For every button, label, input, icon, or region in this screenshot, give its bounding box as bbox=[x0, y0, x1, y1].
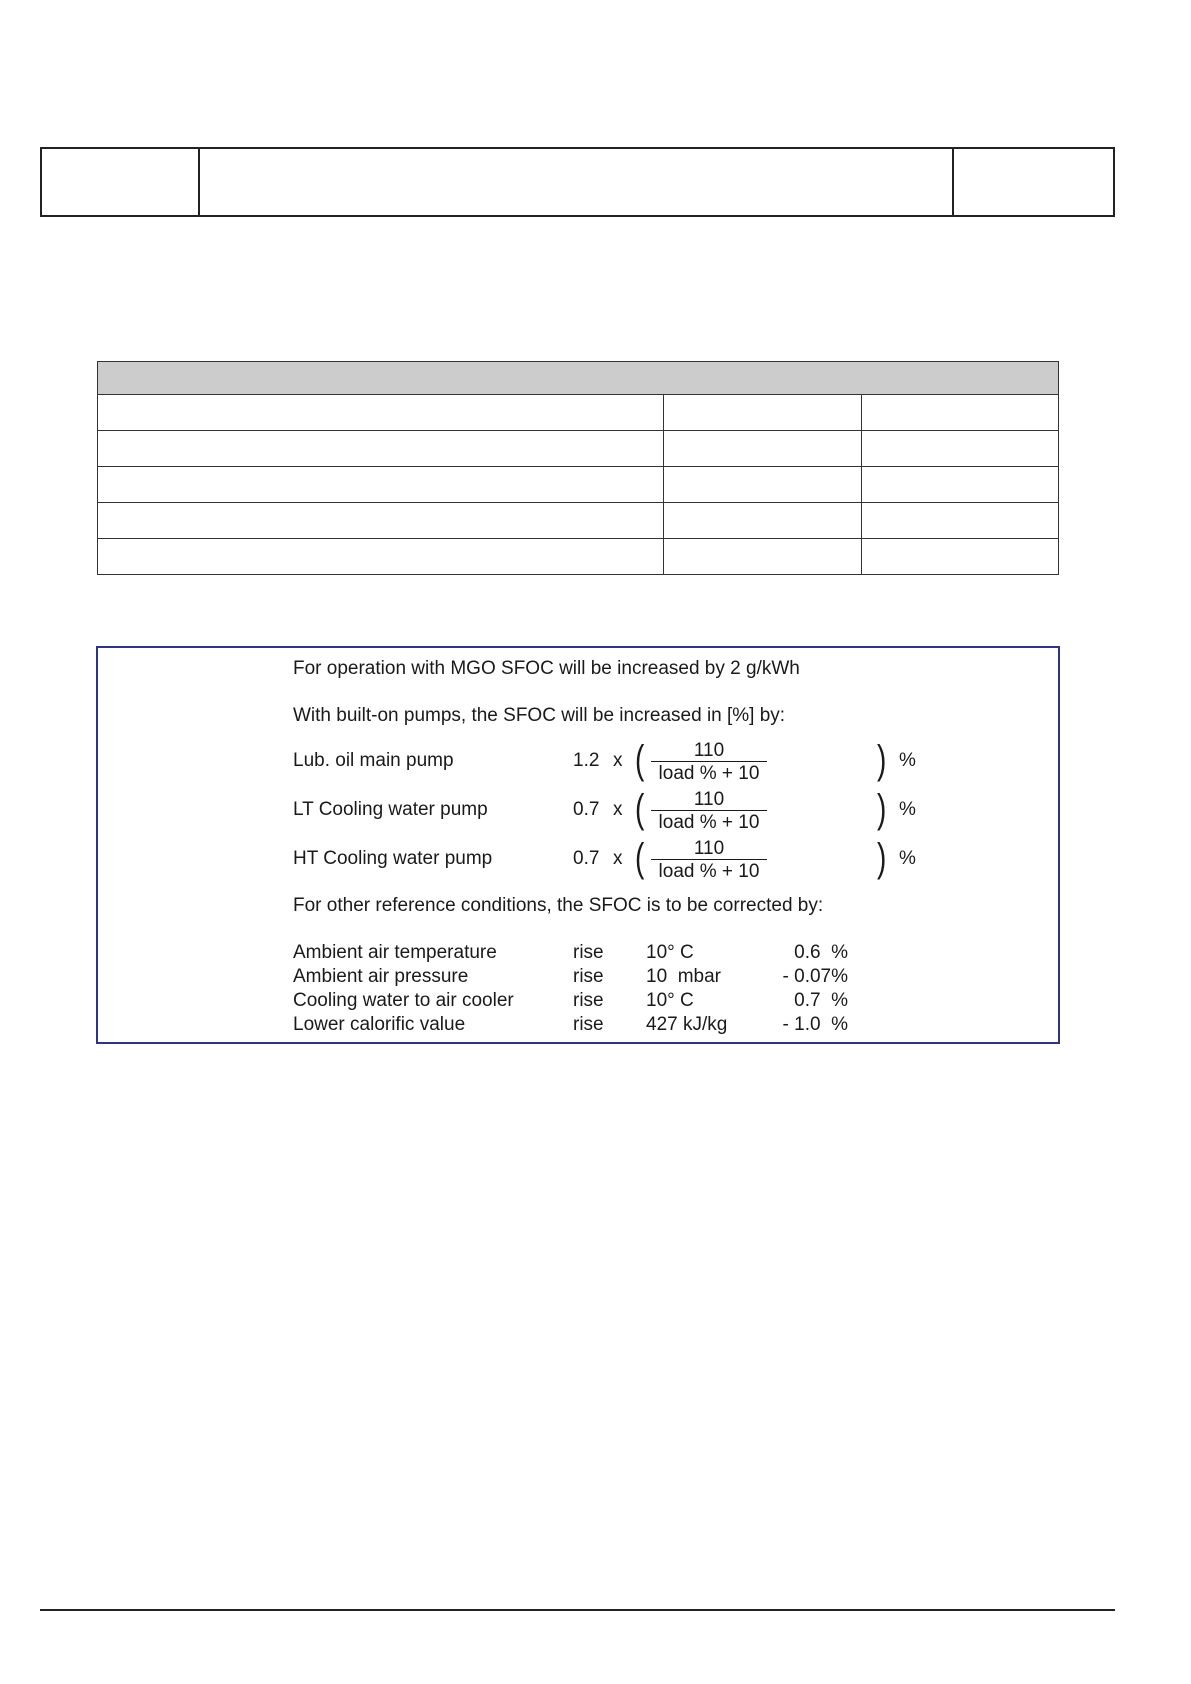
open-paren: ( bbox=[634, 836, 645, 880]
condition-direction: rise bbox=[573, 1014, 604, 1035]
condition-direction: rise bbox=[573, 990, 604, 1011]
condition-amount: 10 mbar bbox=[646, 966, 721, 987]
condition-correction: 0.6 % bbox=[794, 942, 848, 963]
fraction-denominator: load % + 10 bbox=[658, 763, 760, 784]
table-cell bbox=[664, 467, 862, 503]
multiply-sign: x bbox=[613, 750, 623, 771]
table-cell bbox=[664, 395, 862, 431]
multiply-sign: x bbox=[613, 848, 623, 869]
condition-name: Ambient air temperature bbox=[293, 942, 497, 963]
condition-amount: 427 kJ/kg bbox=[646, 1014, 728, 1035]
table-row bbox=[98, 395, 1059, 431]
pump-factor: 1.2 bbox=[573, 750, 600, 771]
close-paren: ) bbox=[876, 787, 887, 831]
table-cell bbox=[98, 467, 664, 503]
table-cell bbox=[98, 395, 664, 431]
condition-direction: rise bbox=[573, 942, 604, 963]
table-cell bbox=[862, 539, 1059, 575]
table-cell bbox=[98, 503, 664, 539]
mgo-note: For operation with MGO SFOC will be increased by 2 g/kWh bbox=[293, 658, 800, 679]
table-cell bbox=[862, 431, 1059, 467]
table-cell bbox=[664, 539, 862, 575]
open-paren: ( bbox=[634, 738, 645, 782]
table-row bbox=[98, 539, 1059, 575]
table-row bbox=[98, 503, 1059, 539]
open-paren: ( bbox=[634, 787, 645, 831]
pump-label: HT Cooling water pump bbox=[293, 848, 493, 869]
condition-name: Lower calorific value bbox=[293, 1014, 466, 1035]
table-cell bbox=[862, 467, 1059, 503]
header-cell-title bbox=[200, 149, 954, 215]
pump-unit: % bbox=[899, 799, 916, 820]
condition-row bbox=[293, 942, 993, 966]
table-cell bbox=[862, 503, 1059, 539]
condition-amount: 10° C bbox=[646, 990, 694, 1011]
pump-factor: 0.7 bbox=[573, 799, 600, 820]
header-cell-right bbox=[954, 149, 1113, 215]
condition-correction: - 0.07% bbox=[782, 966, 848, 987]
table-header-row bbox=[98, 362, 1059, 395]
multiply-sign: x bbox=[613, 799, 623, 820]
pump-label: LT Cooling water pump bbox=[293, 799, 488, 820]
condition-direction: rise bbox=[573, 966, 604, 987]
pumps-intro: With built-on pumps, the SFOC will be increased in [%] by: bbox=[293, 705, 786, 726]
close-paren: ) bbox=[876, 738, 887, 782]
spec-table bbox=[97, 361, 1059, 575]
conditions-intro: For other reference conditions, the SFOC is to be corrected by: bbox=[293, 895, 824, 916]
table-cell bbox=[664, 503, 862, 539]
fraction-numerator: 110 bbox=[693, 740, 725, 761]
document-header bbox=[40, 147, 1115, 217]
pump-label: Lub. oil main pump bbox=[293, 750, 454, 771]
fraction-numerator: 110 bbox=[693, 789, 725, 810]
condition-name: Cooling water to air cooler bbox=[293, 990, 514, 1011]
condition-name: Ambient air pressure bbox=[293, 966, 469, 987]
load-fraction bbox=[651, 838, 767, 883]
table-cell bbox=[98, 431, 664, 467]
table-header-cell bbox=[98, 362, 1059, 395]
table-row bbox=[98, 467, 1059, 503]
close-paren: ) bbox=[876, 836, 887, 880]
table-cell bbox=[664, 431, 862, 467]
pump-row-ht-cooling bbox=[293, 838, 993, 882]
condition-row bbox=[293, 990, 993, 1014]
footer-rule bbox=[40, 1609, 1115, 1611]
pump-unit: % bbox=[899, 750, 916, 771]
sfoc-note-box bbox=[96, 646, 1060, 1044]
pump-row-lub-oil bbox=[293, 740, 993, 784]
load-fraction bbox=[651, 789, 767, 834]
fraction-denominator: load % + 10 bbox=[658, 861, 760, 882]
condition-row bbox=[293, 966, 993, 990]
condition-correction: 0.7 % bbox=[794, 990, 848, 1011]
fraction-denominator: load % + 10 bbox=[658, 812, 760, 833]
table-row bbox=[98, 431, 1059, 467]
table-cell bbox=[862, 395, 1059, 431]
condition-amount: 10° C bbox=[646, 942, 694, 963]
fraction-numerator: 110 bbox=[693, 838, 725, 859]
condition-row bbox=[293, 1014, 993, 1038]
table-cell bbox=[98, 539, 664, 575]
pump-row-lt-cooling bbox=[293, 789, 993, 833]
load-fraction bbox=[651, 740, 767, 785]
condition-correction: - 1.0 % bbox=[782, 1014, 848, 1035]
pump-factor: 0.7 bbox=[573, 848, 600, 869]
header-cell-left bbox=[42, 149, 200, 215]
pump-unit: % bbox=[899, 848, 916, 869]
